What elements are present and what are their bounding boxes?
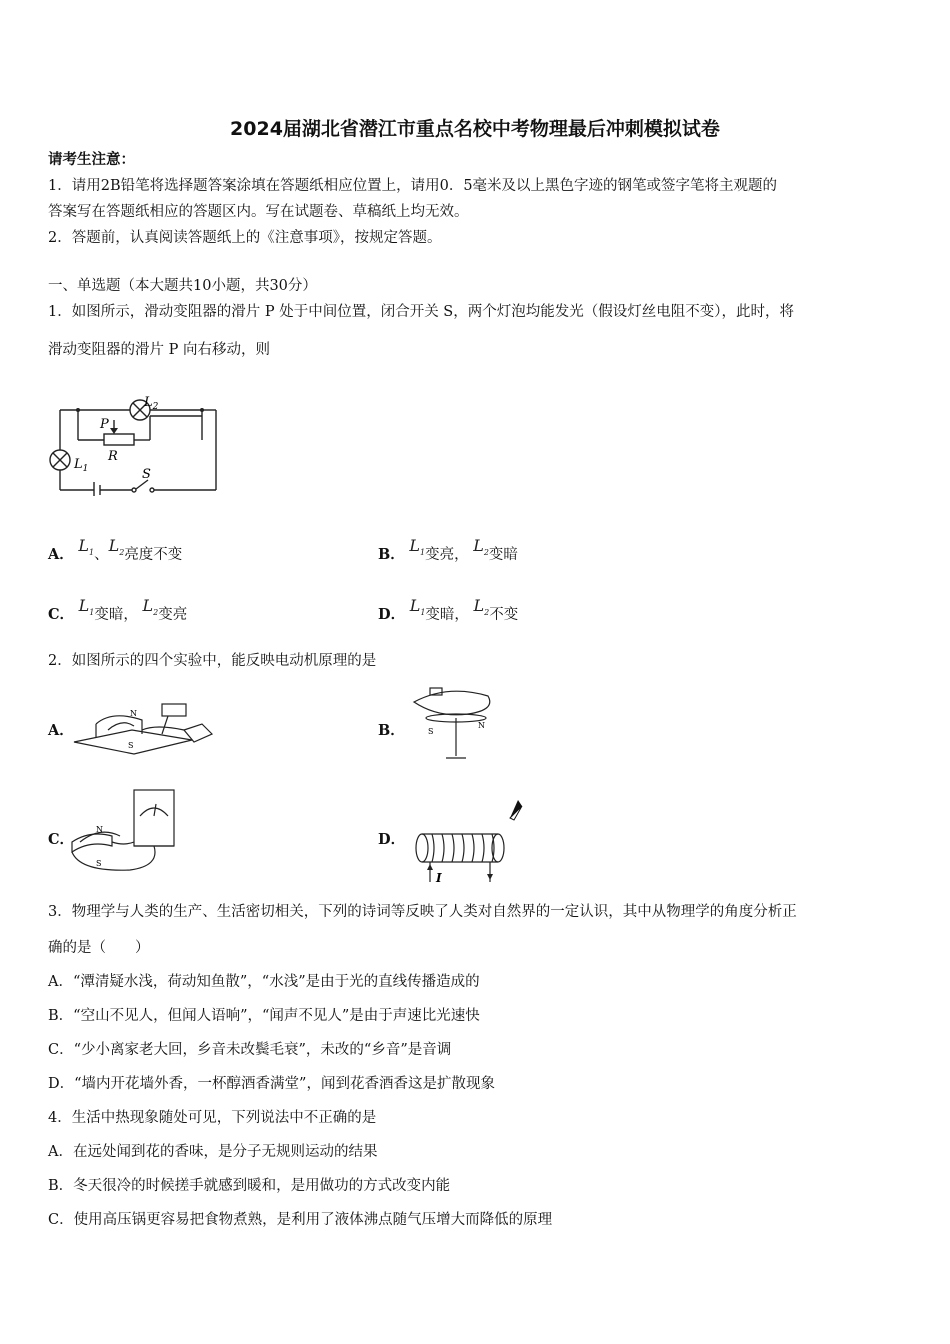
symbol-l1: $L_1$ bbox=[409, 536, 426, 558]
q2-option-d-label[interactable]: D． bbox=[378, 831, 406, 848]
notice-line-2: 2．答题前，认真阅读答题纸上的《注意事项》，按规定答题。 bbox=[48, 230, 442, 246]
q2-figure-b-oersted bbox=[408, 684, 508, 764]
q4-option-b[interactable]: B．冬天很冷的时候搓手就感到暖和，是用做功的方式改变内能 bbox=[48, 1178, 451, 1194]
label-p: P bbox=[100, 417, 109, 432]
label-s: S bbox=[96, 859, 102, 868]
symbol-l1: $L_1$ bbox=[409, 596, 426, 618]
label-n: N bbox=[478, 721, 485, 730]
q2-figure-c-galvanometer bbox=[70, 786, 182, 882]
symbol-l2: $L_2$ bbox=[108, 536, 125, 558]
notice-heading: 请考生注意： bbox=[48, 151, 135, 168]
q3-option-c[interactable]: C．“少小离家老大回，乡音未改鬓毛衰”，未改的“乡音”是音调 bbox=[48, 1042, 452, 1058]
section-heading: 一、单选题（本大题共10小题，共30分） bbox=[48, 278, 317, 294]
q1-option-a[interactable] bbox=[48, 536, 183, 571]
option-letter: D． bbox=[378, 606, 406, 623]
notice-line-1b: 答案写在答题纸相应的答题区内。写在试题卷、草稿纸上均无效。 bbox=[48, 204, 469, 220]
label-i: I bbox=[436, 871, 442, 885]
label-s: S bbox=[428, 727, 434, 736]
label-l2: $L_2$ bbox=[144, 395, 159, 412]
q3-option-b[interactable]: B．“空山不见人，但闻人语响”，“闻声不见人”是由于声速比光速快 bbox=[48, 1008, 480, 1024]
symbol-l2: $L_2$ bbox=[473, 536, 489, 558]
q2-option-a-label[interactable]: A． bbox=[48, 722, 74, 739]
option-text: 变亮 bbox=[158, 607, 188, 623]
label-r: R bbox=[108, 449, 118, 464]
q2-option-b-label[interactable]: B． bbox=[378, 722, 405, 739]
option-text: 变暗， bbox=[425, 607, 469, 623]
q1-option-d[interactable] bbox=[378, 596, 519, 631]
label-s: S bbox=[128, 741, 134, 750]
option-letter: A． bbox=[48, 546, 74, 563]
option-text: 变亮， bbox=[425, 547, 469, 563]
q4-option-c[interactable]: C．使用高压锅更容易把食物煮熟，是利用了液体沸点随气压增大而降低的原理 bbox=[48, 1212, 553, 1228]
label-s: S bbox=[142, 467, 151, 482]
option-letter: B． bbox=[378, 546, 405, 563]
symbol-l1: $L_1$ bbox=[78, 596, 95, 618]
q3-stem-line-1: 3．物理学与人类的生产、生活密切相关，下列的诗词等反映了人类对自然界的一定认识，其中从物理学的角度分析正 bbox=[48, 904, 797, 920]
label-l1: $L_1$ bbox=[74, 457, 89, 474]
option-text: 变暗 bbox=[488, 547, 518, 563]
q2-option-c-label[interactable]: C． bbox=[48, 831, 75, 848]
option-text: 不变 bbox=[489, 607, 519, 623]
q2-figure-d-solenoid bbox=[410, 796, 534, 888]
notice-line-1: 1．请用2B铅笔将选择题答案涂填在答题纸相应位置上，请用0．5毫米及以上黑色字迹的钢笔或签字笔将主观题的 bbox=[48, 178, 778, 194]
symbol-l2: $L_2$ bbox=[142, 596, 159, 618]
q2-stem: 2．如图所示的四个实验中，能反映电动机原理的是 bbox=[48, 653, 377, 669]
q3-option-d[interactable]: D．“墙内开花墙外香，一杯醇酒香满堂”，闻到花香酒香这是扩散现象 bbox=[48, 1076, 495, 1092]
q2-figure-a-generator bbox=[72, 694, 222, 760]
symbol-l2: $L_2$ bbox=[473, 596, 490, 618]
label-n: N bbox=[96, 825, 103, 834]
page-title: 2024届湖北省潜江市重点名校中考物理最后冲刺模拟试卷 bbox=[230, 118, 720, 140]
option-separator: 、 bbox=[94, 547, 109, 563]
q4-stem: 4．生活中热现象随处可见，下列说法中不正确的是 bbox=[48, 1110, 377, 1126]
q1-circuit-diagram bbox=[44, 372, 224, 496]
q4-option-a[interactable]: A．在远处闻到花的香味，是分子无规则运动的结果 bbox=[48, 1144, 378, 1160]
option-letter: C． bbox=[48, 606, 75, 623]
label-n: N bbox=[130, 709, 137, 718]
q3-stem-line-2: 确的是（ ） bbox=[48, 940, 150, 956]
option-text: 变暗， bbox=[94, 607, 138, 623]
q3-option-a[interactable]: A．“潭清疑水浅，荷动知鱼散”，“水浅”是由于光的直线传播造成的 bbox=[48, 974, 480, 990]
option-text: 亮度不变 bbox=[124, 547, 183, 563]
q1-option-c[interactable] bbox=[48, 596, 188, 631]
q1-stem-line-2: 滑动变阻器的滑片 P 向右移动，则 bbox=[48, 342, 270, 358]
q1-option-b[interactable] bbox=[378, 536, 518, 571]
q1-stem-line-1: 1．如图所示，滑动变阻器的滑片 P 处于中间位置，闭合开关 S，两个灯泡均能发光（假设灯丝电阻不变），此时，将 bbox=[48, 304, 794, 320]
symbol-l1: $L_1$ bbox=[78, 536, 95, 558]
